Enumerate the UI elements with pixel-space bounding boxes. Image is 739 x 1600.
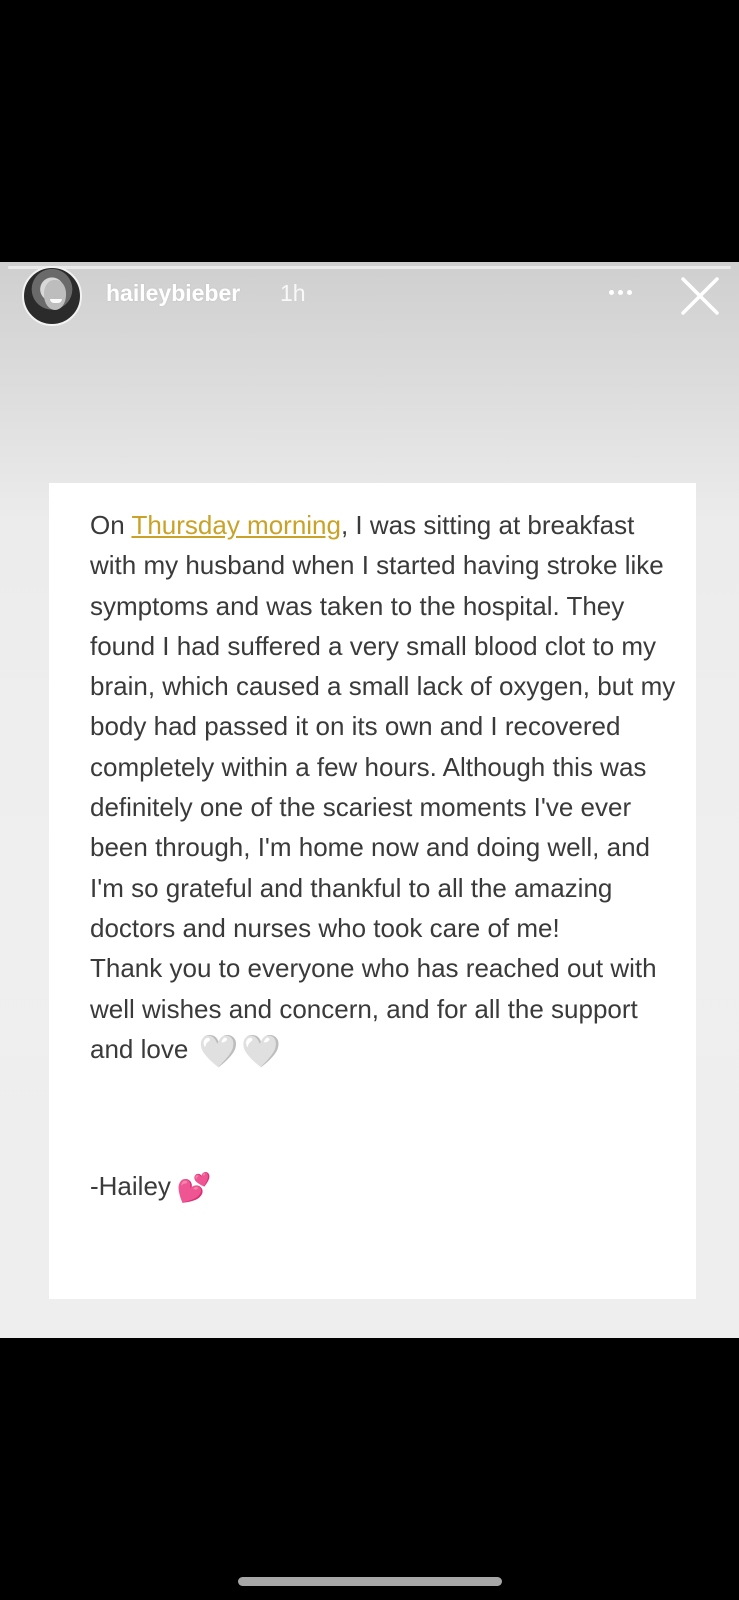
signature: -Hailey [90, 1171, 171, 1201]
white-heart-icon: 🤍 [241, 1031, 282, 1070]
top-black-bar [0, 0, 739, 262]
timestamp: 1h [280, 280, 306, 306]
story-viewer[interactable] [0, 262, 739, 1338]
ellipsis-icon [618, 290, 623, 295]
username[interactable]: haileybieber [106, 280, 241, 306]
two-hearts-icon: 💕 [176, 1171, 212, 1204]
close-icon [678, 274, 722, 318]
paragraph-prefix: On [90, 510, 132, 540]
text-card [49, 483, 696, 1299]
ellipsis-icon [627, 290, 632, 295]
paragraph-body: , I was sitting at breakfast with my husband when I started having stroke like symptoms and was taken to the hospital. They found I had suffered a very small blood clot to my brain, which caused a small lack of oxygen, but my body had passed it on its own and I recovered completely within a few hours. Although this was definitely one of the scariest moments I've ever been through, I'm home now and doing well, and I'm so grateful and thankful to all the amazing doctors and nurses who took care of me! Thank you to everyone who has reached out with well wishes and concern, and for all the support and love [90, 510, 676, 1064]
home-indicator[interactable] [238, 1577, 502, 1586]
signature-line [90, 1171, 212, 1204]
close-button[interactable] [678, 274, 722, 318]
ellipsis-icon [609, 290, 614, 295]
avatar-face [44, 280, 66, 310]
white-heart-icon: 🤍 [198, 1031, 239, 1070]
more-options-button[interactable] [600, 276, 640, 308]
card-paragraph [90, 505, 680, 1069]
highlighted-text: Thursday morning [131, 510, 341, 540]
bottom-black-bar [0, 1338, 739, 1600]
avatar[interactable] [22, 266, 82, 326]
story-progress-bar [8, 266, 731, 269]
